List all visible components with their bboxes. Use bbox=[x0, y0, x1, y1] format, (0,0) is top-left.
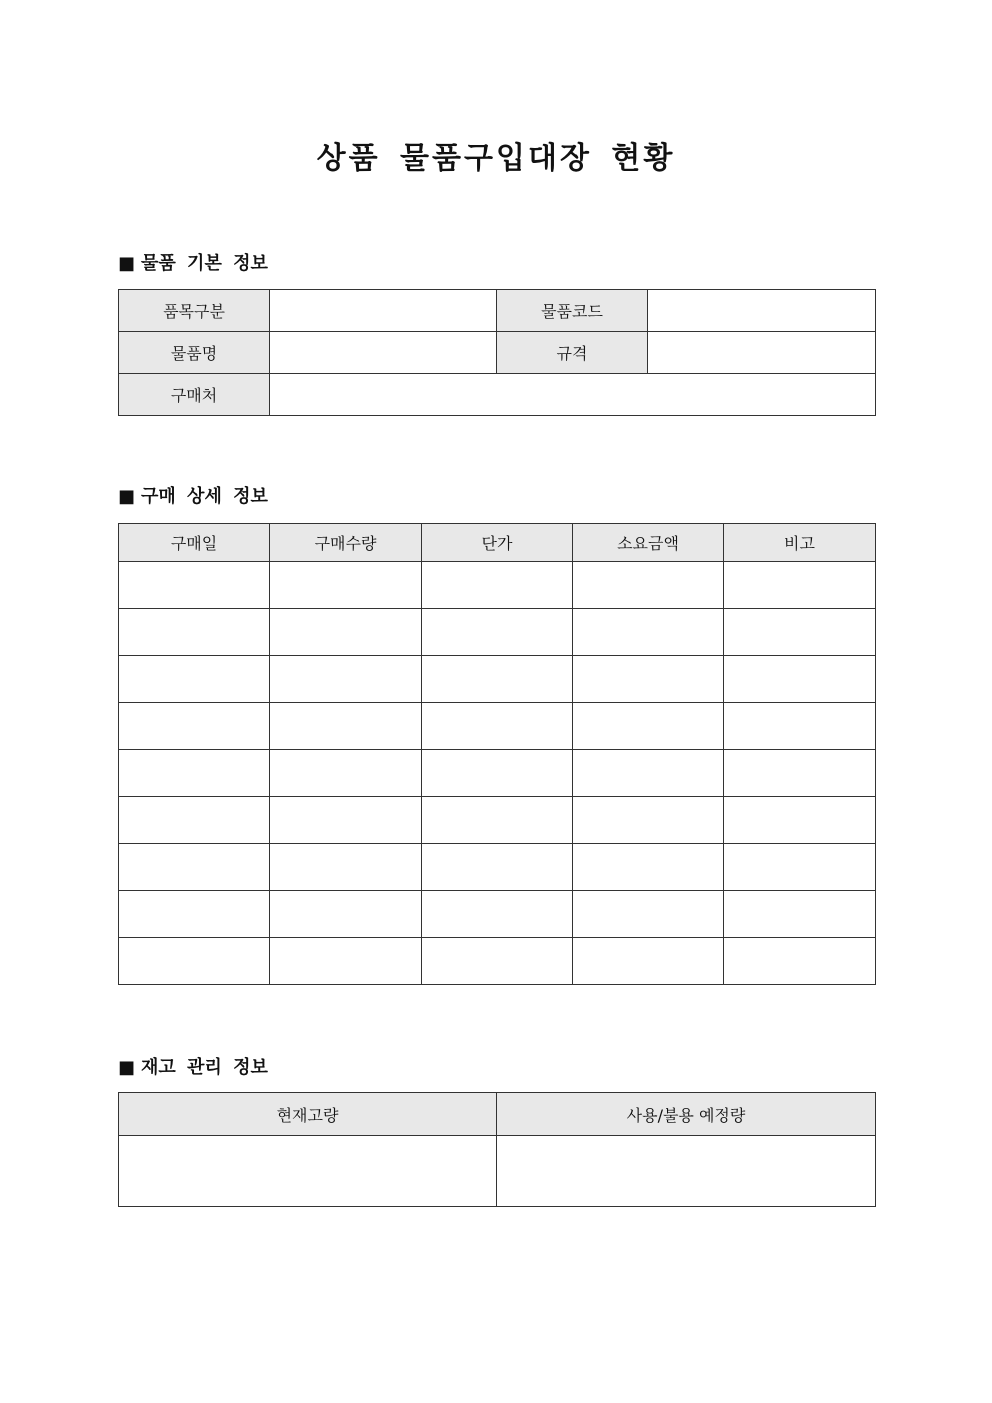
column-header-note: 비고 bbox=[724, 524, 876, 562]
table-cell[interactable] bbox=[270, 797, 422, 844]
label-spec: 규격 bbox=[497, 332, 648, 374]
table-cell[interactable] bbox=[573, 750, 724, 797]
table-cell[interactable] bbox=[270, 609, 422, 656]
section-heading-inventory-text: 재고 관리 정보 bbox=[141, 1057, 268, 1078]
field-category[interactable] bbox=[270, 290, 497, 332]
field-code[interactable] bbox=[648, 290, 876, 332]
table-cell[interactable] bbox=[119, 609, 270, 656]
table-cell[interactable] bbox=[422, 844, 573, 891]
table-cell[interactable] bbox=[119, 891, 270, 938]
table-cell[interactable] bbox=[724, 844, 876, 891]
table-cell[interactable] bbox=[270, 562, 422, 609]
table-row bbox=[119, 374, 876, 416]
table-cell[interactable] bbox=[119, 938, 270, 985]
column-header-date: 구매일 bbox=[119, 524, 270, 562]
table-cell[interactable] bbox=[270, 844, 422, 891]
square-bullet-icon: ■ bbox=[118, 1057, 136, 1078]
section-heading-inventory bbox=[118, 1056, 268, 1080]
table-cell[interactable] bbox=[119, 562, 270, 609]
table-cell[interactable] bbox=[724, 891, 876, 938]
field-current-stock[interactable] bbox=[119, 1136, 497, 1207]
table-cell[interactable] bbox=[422, 750, 573, 797]
table-cell[interactable] bbox=[270, 938, 422, 985]
table-cell[interactable] bbox=[573, 656, 724, 703]
table-row bbox=[119, 938, 876, 985]
section-heading-purchase bbox=[118, 485, 268, 509]
table-cell[interactable] bbox=[119, 656, 270, 703]
table-row bbox=[119, 891, 876, 938]
table-cell[interactable] bbox=[724, 938, 876, 985]
table-cell[interactable] bbox=[573, 844, 724, 891]
label-code: 물품코드 bbox=[497, 290, 648, 332]
table-row bbox=[119, 609, 876, 656]
table-cell[interactable] bbox=[573, 703, 724, 750]
table-row bbox=[119, 750, 876, 797]
table-cell[interactable] bbox=[270, 891, 422, 938]
table-cell[interactable] bbox=[724, 703, 876, 750]
table-cell[interactable] bbox=[573, 609, 724, 656]
table-cell[interactable] bbox=[422, 938, 573, 985]
column-header-planned-usage: 사용/불용 예정량 bbox=[497, 1093, 876, 1136]
table-cell[interactable] bbox=[422, 609, 573, 656]
table-cell[interactable] bbox=[724, 656, 876, 703]
section-heading-basic-text: 물품 기본 정보 bbox=[141, 253, 268, 274]
table-row bbox=[119, 844, 876, 891]
table-row bbox=[119, 1136, 876, 1207]
table-row bbox=[119, 290, 876, 332]
table-cell[interactable] bbox=[724, 750, 876, 797]
field-planned-usage[interactable] bbox=[497, 1136, 876, 1207]
table-header-row bbox=[119, 524, 876, 562]
square-bullet-icon: ■ bbox=[118, 253, 136, 274]
table-cell[interactable] bbox=[119, 844, 270, 891]
section-heading-purchase-text: 구매 상세 정보 bbox=[141, 486, 268, 507]
square-bullet-icon: ■ bbox=[118, 486, 136, 507]
table-cell[interactable] bbox=[270, 703, 422, 750]
section-heading-basic bbox=[118, 252, 268, 276]
column-header-current-stock: 현재고량 bbox=[119, 1093, 497, 1136]
table-row bbox=[119, 656, 876, 703]
table-cell[interactable] bbox=[724, 562, 876, 609]
table-cell[interactable] bbox=[724, 609, 876, 656]
table-cell[interactable] bbox=[422, 562, 573, 609]
table-cell[interactable] bbox=[422, 891, 573, 938]
column-header-quantity: 구매수량 bbox=[270, 524, 422, 562]
table-cell[interactable] bbox=[422, 703, 573, 750]
field-vendor[interactable] bbox=[270, 374, 876, 416]
label-category: 품목구분 bbox=[119, 290, 270, 332]
table-row bbox=[119, 703, 876, 750]
purchase-rows bbox=[119, 562, 876, 985]
label-vendor: 구매처 bbox=[119, 374, 270, 416]
table-header-row bbox=[119, 1093, 876, 1136]
table-cell[interactable] bbox=[724, 797, 876, 844]
page-title: 상품 물품구입대장 현황 bbox=[316, 141, 676, 176]
table-cell[interactable] bbox=[573, 562, 724, 609]
column-header-amount: 소요금액 bbox=[573, 524, 724, 562]
table-cell[interactable] bbox=[422, 797, 573, 844]
inventory-table bbox=[118, 1092, 876, 1207]
table-cell[interactable] bbox=[270, 750, 422, 797]
table-row bbox=[119, 332, 876, 374]
table-cell[interactable] bbox=[119, 797, 270, 844]
column-header-unit-price: 단가 bbox=[422, 524, 573, 562]
label-name: 물품명 bbox=[119, 332, 270, 374]
table-row bbox=[119, 797, 876, 844]
table-cell[interactable] bbox=[270, 656, 422, 703]
purchase-detail-table bbox=[118, 523, 876, 985]
table-cell[interactable] bbox=[573, 938, 724, 985]
table-cell[interactable] bbox=[119, 703, 270, 750]
table-cell[interactable] bbox=[573, 891, 724, 938]
table-cell[interactable] bbox=[573, 797, 724, 844]
basic-info-table bbox=[118, 289, 876, 416]
field-spec[interactable] bbox=[648, 332, 876, 374]
table-cell[interactable] bbox=[119, 750, 270, 797]
field-name[interactable] bbox=[270, 332, 497, 374]
table-cell[interactable] bbox=[422, 656, 573, 703]
table-row bbox=[119, 562, 876, 609]
